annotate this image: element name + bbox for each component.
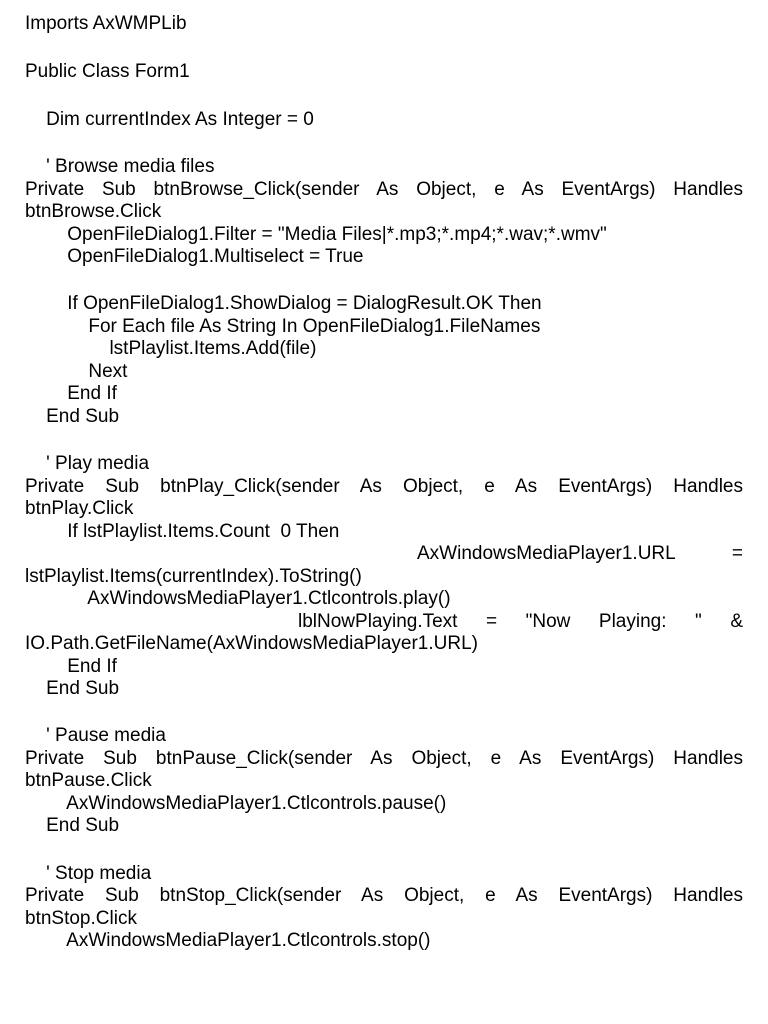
code-line: End Sub: [25, 678, 120, 699]
code-comment: ' Pause media: [25, 725, 166, 746]
code-line: AxWindowsMediaPlayer1.Ctlcontrols.pause(): [25, 793, 447, 814]
code-line: btnBrowse.Click: [25, 201, 162, 222]
code-line: btnStop.Click: [25, 908, 137, 929]
code-line: Public Class Form1: [25, 61, 190, 82]
code-line: Private Sub btnBrowse_Click(sender As Object, e As EventArgs) Handles: [25, 179, 743, 200]
code-line: End Sub: [25, 406, 120, 427]
code-line: End Sub: [25, 815, 120, 836]
code-line: End If: [25, 656, 117, 677]
code-comment: ' Stop media: [25, 863, 152, 884]
code-line: Next: [25, 361, 128, 382]
code-line: lblNowPlaying.Text = "Now Playing: " &: [298, 611, 743, 632]
code-line: For Each file As String In OpenFileDialog1.FileNames: [25, 316, 541, 337]
code-line: OpenFileDialog1.Multiselect = True: [25, 246, 364, 267]
code-line: btnPlay.Click: [25, 498, 134, 519]
code-line: Imports AxWMPLib: [25, 13, 187, 34]
code-line: Private Sub btnPlay_Click(sender As Object, e As EventArgs) Handles: [25, 476, 743, 497]
code-line: AxWindowsMediaPlayer1.Ctlcontrols.play(): [25, 588, 451, 609]
code-line: AxWindowsMediaPlayer1.URL =: [417, 543, 743, 564]
code-line: lstPlaylist.Items(currentIndex).ToString(): [25, 566, 362, 587]
code-line: End If: [25, 383, 117, 404]
code-line: Dim currentIndex As Integer = 0: [25, 109, 314, 130]
code-line: lstPlaylist.Items.Add(file): [25, 338, 317, 359]
code-comment: ' Browse media files: [25, 156, 215, 177]
code-line: If lstPlaylist.Items.Count 0 Then: [25, 521, 340, 542]
code-line: OpenFileDialog1.Filter = "Media Files|*.mp3;*.mp4;*.wav;*.wmv": [25, 224, 607, 245]
code-line: btnPause.Click: [25, 770, 152, 791]
code-line: If OpenFileDialog1.ShowDialog = DialogResult.OK Then: [25, 293, 542, 314]
code-line: AxWindowsMediaPlayer1.Ctlcontrols.stop(): [25, 930, 431, 951]
code-comment: ' Play media: [25, 453, 150, 474]
code-line: Private Sub btnPause_Click(sender As Object, e As EventArgs) Handles: [25, 748, 743, 769]
code-line: Private Sub btnStop_Click(sender As Object, e As EventArgs) Handles: [25, 885, 743, 906]
code-line: IO.Path.GetFileName(AxWindowsMediaPlayer1.URL): [25, 633, 478, 654]
